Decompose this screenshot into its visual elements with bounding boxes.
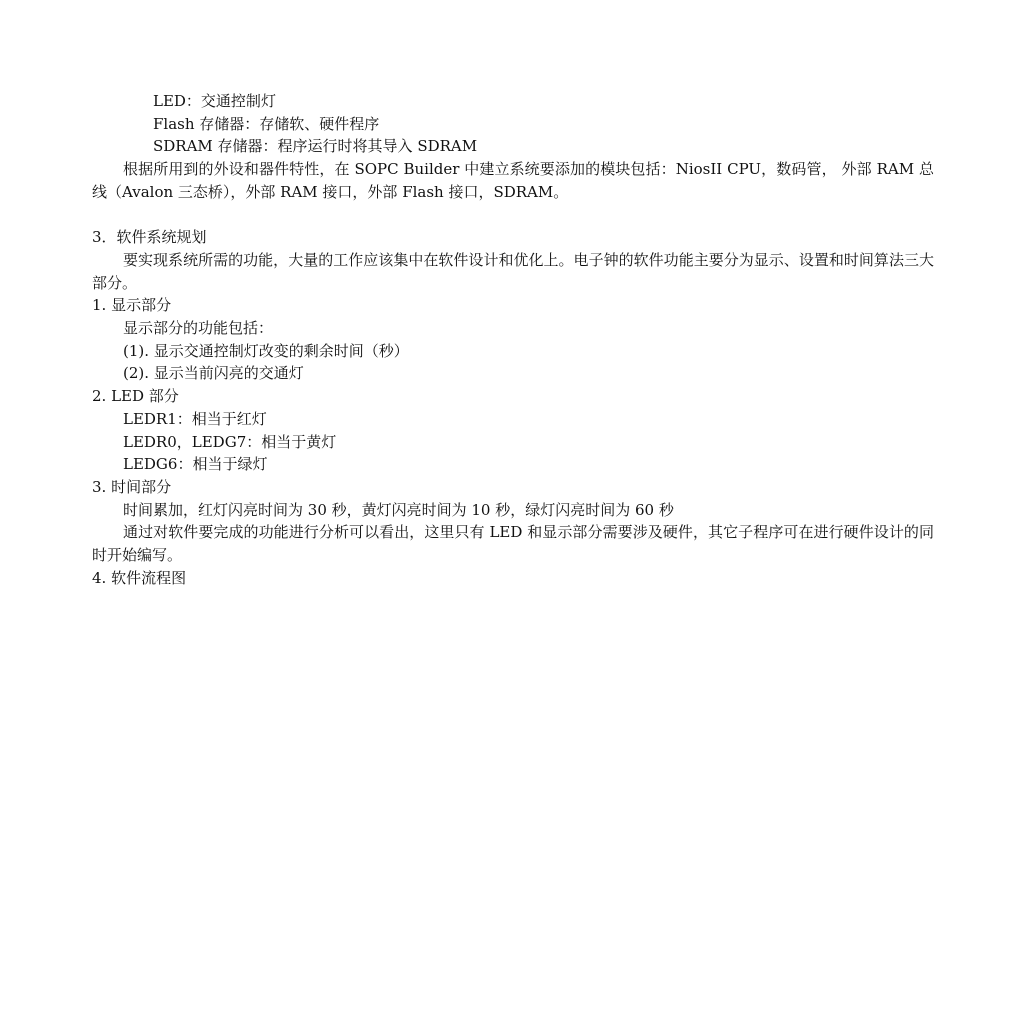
part-2-item-ledr1: LEDR1：相当于红灯	[123, 409, 267, 428]
part-4-heading: 4. 软件流程图	[92, 568, 187, 587]
modules-summary-paragraph: 根据所用到的外设和器件特性，在 SOPC Builder 中建立系统要添加的模块包括：NiosII CPU，数码管， 外部 RAM 总线（Avalon 三态桥），外部 RAM 接口，外部 Flash 接口，SDRAM。	[92, 160, 934, 201]
part-1-heading: 1. 显示部分	[92, 296, 172, 315]
paragraph-gap	[92, 204, 934, 227]
module-item-sdram: SDRAM 存储器：程序运行时将其导入 SDRAM	[153, 137, 478, 156]
part-2-heading: 2. LED 部分	[92, 387, 179, 406]
part-1-item-1: (1). 显示交通控制灯改变的剩余时间（秒）	[123, 341, 409, 360]
module-item-led: LED：交通控制灯	[153, 92, 276, 110]
document-body	[92, 90, 934, 589]
section-3-heading: 3．软件系统规划	[92, 228, 207, 247]
part-2-item-ledr0-ledg7: LEDR0，LEDG7：相当于黄灯	[123, 432, 337, 451]
part-1-intro: 显示部分的功能包括：	[123, 319, 274, 338]
part-1-item-2: (2). 显示当前闪亮的交通灯	[123, 364, 304, 383]
section-3-intro-paragraph: 要实现系统所需的功能，大量的工作应该集中在软件设计和优化上。电子钟的软件功能主要分为显示、设置和时间算法三大部分。	[92, 250, 934, 292]
part-3-heading: 3. 时间部分	[92, 477, 172, 496]
part-2-item-ledg6: LEDG6：相当于绿灯	[123, 455, 268, 474]
part-3-timing-line: 时间累加，红灯闪亮时间为 30 秒，黄灯闪亮时间为 10 秒，绿灯闪亮时间为 60 秒	[123, 500, 674, 519]
module-item-flash: Flash 存储器：存储软、硬件程序	[153, 114, 380, 133]
part-3-analysis-paragraph: 通过对软件要完成的功能进行分析可以看出，这里只有 LED 和显示部分需要涉及硬件，其它子程序可在进行硬件设计的同时开始编写。	[92, 523, 934, 565]
